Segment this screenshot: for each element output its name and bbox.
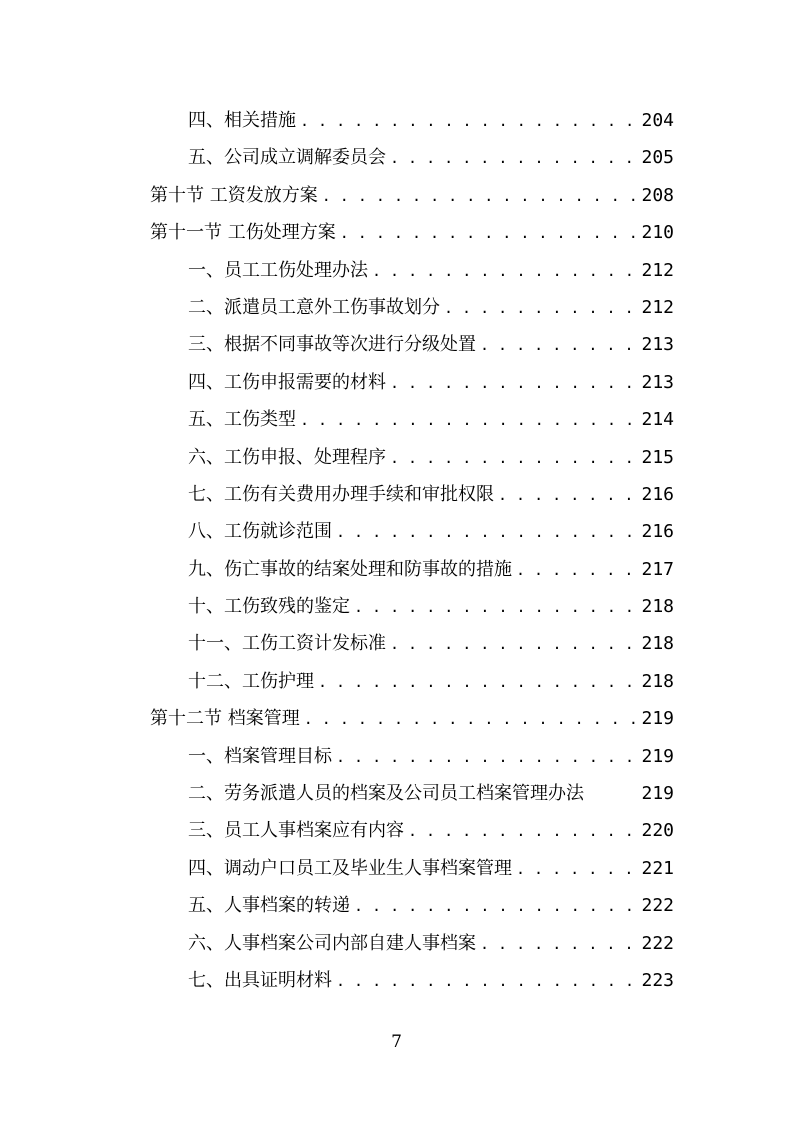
toc-entry[interactable] xyxy=(150,700,674,737)
toc-entry-page-number: 220 xyxy=(641,820,674,842)
toc-entry-title: 七、出具证明材料 xyxy=(188,969,332,991)
dot-leader xyxy=(386,440,635,476)
dot-leader xyxy=(318,178,636,214)
toc-entry-title: 五、人事档案的转递 xyxy=(188,895,350,917)
toc-entry-title: 一、档案管理目标 xyxy=(188,745,332,767)
dot-leader xyxy=(386,365,635,401)
dot-leader xyxy=(476,926,635,962)
toc-entry-title: 四、调动户口员工及毕业生人事档案管理 xyxy=(188,857,512,879)
toc-entry-page-number: 222 xyxy=(641,895,674,917)
toc-entry-page-number: 221 xyxy=(641,857,674,879)
toc-entry-page-number: 216 xyxy=(641,483,674,505)
toc-entry[interactable] xyxy=(150,625,674,662)
toc-entry-page-number: 218 xyxy=(641,596,674,618)
toc-entry-page-number: 204 xyxy=(641,110,674,131)
dot-leader xyxy=(332,739,635,775)
toc-entry[interactable] xyxy=(150,102,674,139)
dot-leader xyxy=(386,140,635,176)
dot-leader xyxy=(440,290,635,326)
toc-entry-page-number: 208 xyxy=(641,184,674,206)
toc-entry[interactable] xyxy=(150,775,674,812)
toc-entry-title: 八、工伤就诊范围 xyxy=(188,521,332,543)
toc-entry-title: 六、工伤申报、处理程序 xyxy=(188,446,386,468)
dot-leader xyxy=(386,626,635,662)
toc-entry-title: 二、劳务派遣人员的档案及公司员工档案管理办法 xyxy=(188,783,584,805)
toc-entry-page-number: 205 xyxy=(641,147,674,169)
toc-entry[interactable] xyxy=(150,326,674,363)
dot-leader xyxy=(404,813,635,849)
toc-entry[interactable] xyxy=(150,401,674,438)
dot-leader xyxy=(494,477,635,513)
toc-entry-page-number: 217 xyxy=(641,558,674,580)
toc-entry-page-number: 210 xyxy=(641,222,674,244)
toc-entry-page-number: 212 xyxy=(641,296,674,318)
toc-entry-page-number: 213 xyxy=(641,371,674,393)
toc-entry-page-number: 215 xyxy=(641,446,674,468)
toc-entry-page-number: 219 xyxy=(641,783,674,805)
toc-entry-title: 七、工伤有关费用办理手续和审批权限 xyxy=(188,483,494,505)
toc-entry-title: 第十二节 档案管理 xyxy=(150,708,300,730)
toc-entry-title: 三、员工人事档案应有内容 xyxy=(188,820,404,842)
dot-leader xyxy=(336,215,636,251)
toc-entry-title: 十、工伤致残的鉴定 xyxy=(188,596,350,618)
toc-entry-page-number: 222 xyxy=(641,932,674,954)
toc-entry-page-number: 218 xyxy=(641,670,674,692)
toc-entry-title: 五、工伤类型 xyxy=(188,409,296,431)
table-of-contents xyxy=(150,102,674,999)
toc-entry-page-number: 219 xyxy=(641,708,674,730)
toc-entry-title: 六、人事档案公司内部自建人事档案 xyxy=(188,932,476,954)
toc-entry-title: 十一、工伤工资计发标准 xyxy=(188,633,386,655)
dot-leader xyxy=(512,552,635,588)
toc-entry-page-number: 216 xyxy=(641,521,674,543)
toc-entry[interactable] xyxy=(150,812,674,849)
toc-entry-title: 第十一节 工伤处理方案 xyxy=(150,222,336,244)
dot-leader xyxy=(350,589,635,625)
toc-entry[interactable] xyxy=(150,962,674,999)
toc-entry[interactable] xyxy=(150,439,674,476)
toc-entry-title: 四、工伤申报需要的材料 xyxy=(188,371,386,393)
toc-entry-page-number: 218 xyxy=(641,633,674,655)
dot-leader xyxy=(314,664,635,700)
toc-entry[interactable] xyxy=(150,476,674,513)
toc-entry[interactable] xyxy=(150,139,674,176)
toc-entry-page-number: 223 xyxy=(641,969,674,991)
toc-entry[interactable] xyxy=(150,850,674,887)
toc-entry[interactable] xyxy=(150,214,674,251)
dot-leader xyxy=(368,253,635,289)
toc-entry-title: 二、派遣员工意外工伤事故划分 xyxy=(188,296,440,318)
toc-entry[interactable] xyxy=(150,588,674,625)
toc-entry[interactable] xyxy=(150,887,674,924)
dot-leader xyxy=(332,963,635,999)
toc-entry-title: 三、根据不同事故等次进行分级处置 xyxy=(188,334,476,356)
toc-entry-page-number: 213 xyxy=(641,334,674,356)
toc-entry-page-number: 214 xyxy=(641,409,674,431)
toc-entry[interactable] xyxy=(150,289,674,326)
dot-leader xyxy=(512,851,635,887)
dot-leader xyxy=(296,402,635,438)
dot-leader xyxy=(332,514,635,550)
toc-entry-title: 一、员工工伤处理办法 xyxy=(188,259,368,281)
toc-entry-page-number: 219 xyxy=(641,745,674,767)
dot-leader xyxy=(300,701,636,737)
toc-entry[interactable] xyxy=(150,513,674,550)
dot-leader xyxy=(476,327,635,363)
toc-entry[interactable] xyxy=(150,252,674,289)
toc-entry[interactable] xyxy=(150,738,674,775)
toc-entry-title: 十二、工伤护理 xyxy=(188,670,314,692)
toc-entry[interactable] xyxy=(150,925,674,962)
dot-leader xyxy=(350,888,635,924)
toc-entry-page-number: 212 xyxy=(641,259,674,281)
page-number: 7 xyxy=(391,1032,402,1052)
toc-entry[interactable] xyxy=(150,364,674,401)
dot-leader xyxy=(296,103,635,139)
toc-entry[interactable] xyxy=(150,663,674,700)
toc-entry-title: 九、伤亡事故的结案处理和防事故的措施 xyxy=(188,558,512,580)
toc-entry-title: 第十节 工资发放方案 xyxy=(150,184,318,206)
toc-entry[interactable] xyxy=(150,177,674,214)
toc-entry-title: 五、公司成立调解委员会 xyxy=(188,147,386,169)
toc-entry-title: 四、相关措施 xyxy=(188,110,296,131)
toc-entry[interactable] xyxy=(150,551,674,588)
